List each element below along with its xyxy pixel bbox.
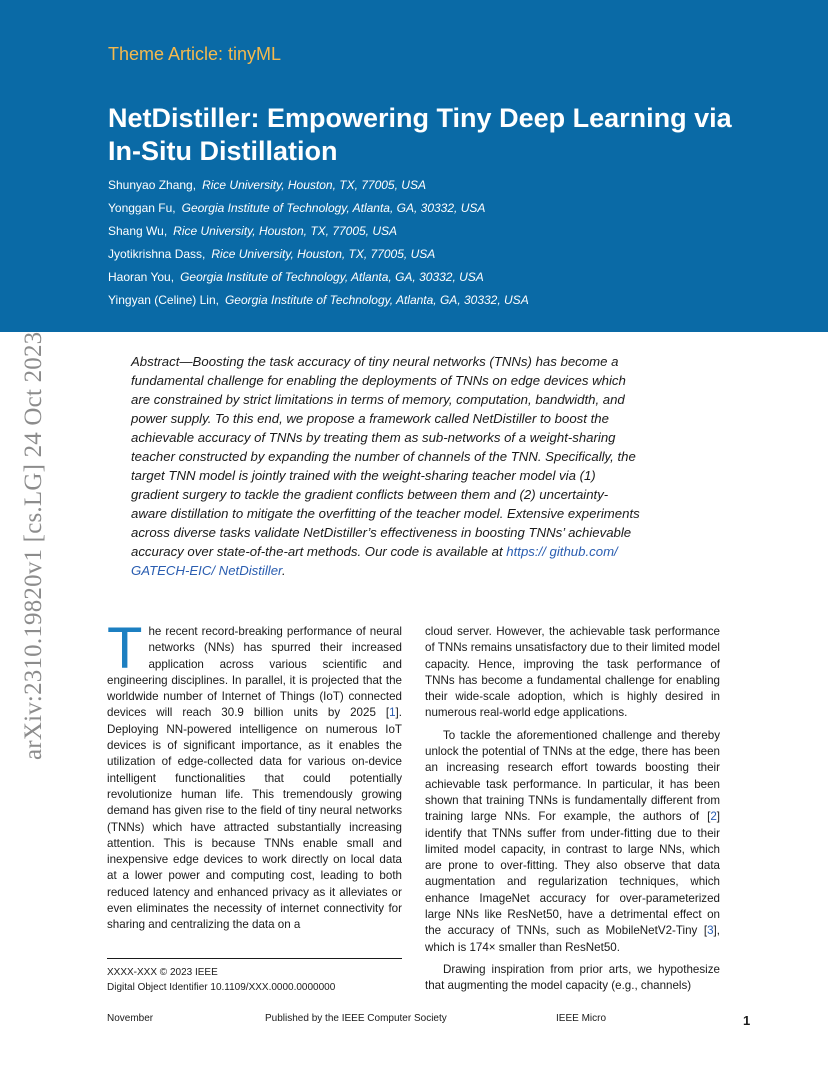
author-name: Jyotikrishna Dass, [108,247,206,261]
abstract-text: Abstract—Boosting the task accuracy of tiny neural networks (TNNs) has become a fundamental challenge for enabling the deployments of TNNs on edge devices which are constrained by strict limitations in terms of memory, computation, bandwidth, and power supply. To this end, we propose a framework called NetDistiller to boost the achievable accuracy of TNNs by treating them as sub-networks of a weight-sharing teacher constructed by expanding the number of channels of the TNN. Specifically, the target TNN model is jointly trained with the weight-sharing teacher model via (1) gradient surgery to tackle the gradient conflicts between them and (2) uncertainty-aware distillation to mitigate the overfitting of the teacher model. Extensive experiments across diverse tasks validate NetDistiller’s effectiveness in boosting TNNs’ achievable accuracy over state-of-the-art methods. Our code is available at [131,354,640,559]
paragraph [425,728,720,956]
header-banner [0,0,828,332]
author-entry [108,224,529,247]
body-column-left [107,616,402,934]
citation-link[interactable]: 2 [710,810,717,824]
author-affiliation: Georgia Institute of Technology, Atlanta, GA, 30332, USA [180,270,484,284]
author-name: Haoran You, [108,270,175,284]
code-link[interactable]: https:// github.com/ GATECH-EIC/ NetDistiller [131,544,618,578]
paragraph-text-a: To tackle the aforementioned challenge and thereby unlock the potential of TNNs at the edge, there has been an increasing research effort towards boosting their achievable task performance. In particular, it has been shown that training TNNs is fundamentally different from training large NNs. For example, the authors of [ [425,728,720,824]
author-entry [108,178,529,201]
doi-line: Digital Object Identifier 10.1109/XXX.0000.0000000 [107,982,336,993]
author-entry [108,270,529,293]
citation-link[interactable]: 1 [389,706,396,720]
author-name: Shang Wu, [108,224,168,238]
paragraph-text-b: ] identify that TNNs suffer from under-fitting due to their limited model capacity, in contrast to large NNs, which are prone to over-fitting. They also observe that data augmentation and regularization techniques, which enhance ImageNet accuracy for over-parameterized large NNs like ResNet50, have a detrimental effect on the accuracy of TNNs, such as MobileNetV2-Tiny [ [425,810,720,938]
intro-paragraph [107,616,402,934]
footer-journal: IEEE Micro [556,1013,607,1024]
footnote [107,965,335,995]
theme-label: Theme Article: tinyML [108,44,282,64]
author-affiliation: Rice University, Houston, TX, 77005, USA [173,224,398,238]
abstract-end: . [281,563,286,578]
paragraph-text-c: ], which is 174× smaller than ResNet50. [425,924,720,954]
footnote-divider [107,958,402,959]
paper-title: NetDistiller: Empowering Tiny Deep Learning via In-Situ Distillation [108,103,732,166]
author-affiliation: Rice University, Houston, TX, 77005, USA [202,178,426,192]
drop-cap: T [107,616,143,681]
paragraph: Drawing inspiration from prior arts, we hypothesize that augmenting the model capacity (e.g., channels) [425,962,720,993]
author-affiliation: Rice University, Houston, TX, 77005, USA [211,247,436,261]
paragraph: cloud server. However, the achievable task performance of TNNs remains unsatisfactory due to their limited model capacity. Hence, improving the task performance of TNNs has become a fundamental challenge for enabling their wide-scale adoption, which is highly desired in numerous real-world edge applications. [425,625,720,720]
body-column-right [425,624,720,995]
author-name: Shunyao Zhang, [108,178,197,192]
intro-text-b: ]. Deploying NN-powered intelligence on numerous IoT devices is of significant importance, as it enables the utilization of edge-collected data for various on-device intelligent functionalities that could potentially revolutionize human life. This tremendously growing demand has given rise to the field of tiny neural networks (TNNs) which have attracted substantially increasing attention. This is because TNNs enable small and inexpensive edge devices to work directly on local data at a lower power and computing cost, leading to both reduced latency and enhanced privacy as it alleviates or even eliminates the necessity of internet connectivity for sharing and centralizing the data on a [107,706,402,932]
author-affiliation: Georgia Institute of Technology, Atlanta, GA, 30332, USA [181,201,486,215]
author-affiliation: Georgia Institute of Technology, Atlanta, GA, 30332, USA [224,293,529,307]
footer-month: November [107,1013,154,1024]
intro-text-a: he recent record-breaking performance of neural networks (NNs) has spurred their increased application across various scientific and engineering disciplines. In parallel, it is projected that the worldwide number of Internet of Things (IoT) connected devices will reach 30.9 billion units by 2025 [ [107,625,402,720]
citation-link[interactable]: 3 [707,924,714,938]
author-name: Yonggan Fu, [108,201,176,215]
author-entry [108,247,529,270]
copyright-line: XXXX-XXX © 2023 IEEE [107,967,218,978]
abstract [131,352,641,580]
author-name: Yingyan (Celine) Lin, [108,293,219,307]
page-number: 1 [743,1013,751,1028]
footer-publisher: Published by the IEEE Computer Society [265,1013,447,1024]
arxiv-identifier: arXiv:2310.19820v1 [cs.LG] 24 Oct 2023 [20,331,47,760]
author-entry [108,201,529,224]
author-list [108,178,529,316]
author-entry [108,293,529,316]
